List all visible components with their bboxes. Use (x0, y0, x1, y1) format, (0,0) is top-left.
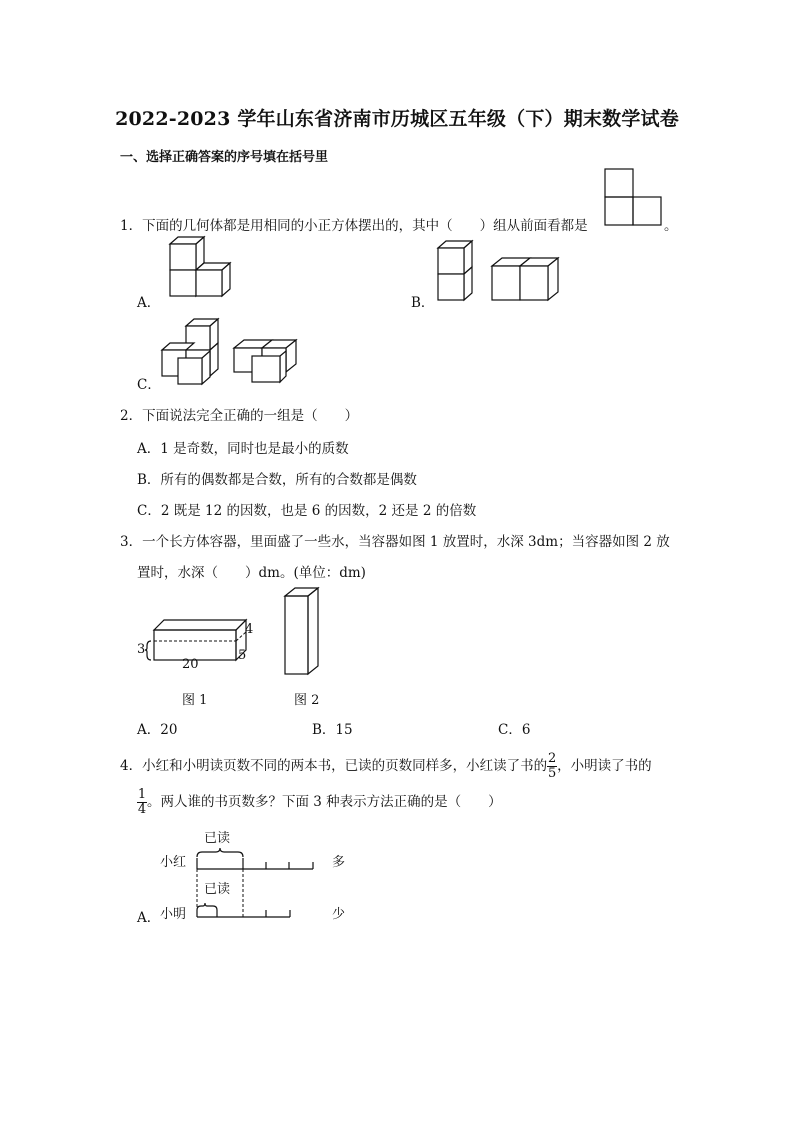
q1-front-view-figure (604, 168, 664, 228)
cuboid-front-face (285, 596, 308, 674)
q2-option-a: A．1 是奇数，同时也是最小的质数 (137, 441, 349, 457)
q1-option-c-figure-right (232, 338, 302, 388)
q2-option-b: B．所有的偶数都是合数，所有的合数都是偶数 (137, 472, 417, 488)
q2-option-c: C．2 既是 12 的因数，也是 6 的因数，2 还是 2 的倍数 (137, 503, 477, 519)
q4-line1-text: 4．小红和小明读页数不同的两本书，已读的页数同样多，小红读了书的 (120, 758, 548, 774)
label-less: 少 (332, 907, 346, 922)
dim-label-20: 20 (182, 657, 199, 672)
label-more: 多 (332, 855, 346, 870)
cube (196, 263, 230, 296)
q3-line2: 置时，水深（ ）dm。(单位：dm) (137, 565, 366, 581)
q1-option-b-figure-row (490, 256, 566, 306)
q4-line2 (137, 788, 502, 817)
cube (252, 351, 286, 382)
figure-2-caption: 图 2 (294, 693, 320, 708)
cube (438, 241, 472, 274)
fraction-denominator: 4 (137, 802, 147, 817)
q4-line1 (120, 752, 652, 781)
q4-line2-text: 。两人谁的书页数多？下面 3 种表示方法正确的是（ ） (147, 794, 502, 810)
fraction-denominator: 5 (547, 766, 557, 781)
q1-option-b-label: B． (411, 295, 435, 311)
q1-option-c-figure-left (160, 318, 224, 388)
read-label-xiaohong: 已读 (204, 831, 231, 846)
dim-label-5: 5 (238, 648, 247, 663)
front-view-square-bottom-right (633, 197, 661, 225)
name-xiaohong: 小红 (160, 855, 187, 870)
q1-end: 。 (664, 218, 678, 234)
name-xiaoming: 小明 (160, 907, 187, 922)
fraction-one-quarter (137, 788, 147, 817)
cuboid-front-face (154, 630, 236, 660)
front-view-square-top (605, 169, 633, 197)
q3-line1: 3．一个长方体容器，里面盛了一些水，当容器如图 1 放置时，水深 3dm；当容器如图 2 放 (120, 534, 670, 550)
fraction-two-fifths (547, 752, 557, 781)
read-label-xiaoming: 已读 (204, 882, 231, 897)
q1-option-b-figure-stack (436, 240, 478, 306)
q4-option-a-label: A． (137, 910, 161, 926)
fraction-numerator: 1 (137, 787, 147, 802)
fraction-numerator: 2 (547, 751, 557, 766)
q1-text: 1．下面的几何体都是用相同的小正方体摆出的，其中（ ）组从前面看都是 (120, 218, 588, 234)
q3-option-b: B．15 (312, 722, 353, 738)
cube (170, 237, 204, 270)
q1-option-a-label: A． (137, 295, 161, 311)
q4-option-a-diagram (190, 840, 330, 920)
read-brace-xiaohong (197, 848, 243, 857)
q3-figure-2 (282, 586, 326, 678)
q2-text: 2．下面说法完全正确的一组是（ ） (120, 408, 359, 424)
front-view-square-bottom-left (605, 197, 633, 225)
water-depth-brace (145, 641, 151, 660)
page-title: 2022-2023 学年山东省济南市历城区五年级（下）期末数学试卷 (115, 108, 679, 130)
section-heading: 一、选择正确答案的序号填在括号里 (120, 150, 329, 165)
q1-option-a-figure (160, 236, 240, 306)
q3-option-a: A．20 (137, 722, 178, 738)
q4-line1-end: ，小明读了书的 (557, 758, 652, 774)
q1-option-c-label: C． (137, 377, 161, 393)
dim-label-3: 3 (137, 642, 146, 657)
read-brace-xiaoming (197, 903, 217, 910)
cube (520, 258, 558, 300)
cuboid-side-face (308, 588, 318, 674)
figure-1-caption: 图 1 (182, 693, 208, 708)
dim-label-4: 4 (245, 622, 254, 637)
q3-option-c: C．6 (498, 722, 531, 738)
cuboid-top-face (154, 620, 246, 630)
